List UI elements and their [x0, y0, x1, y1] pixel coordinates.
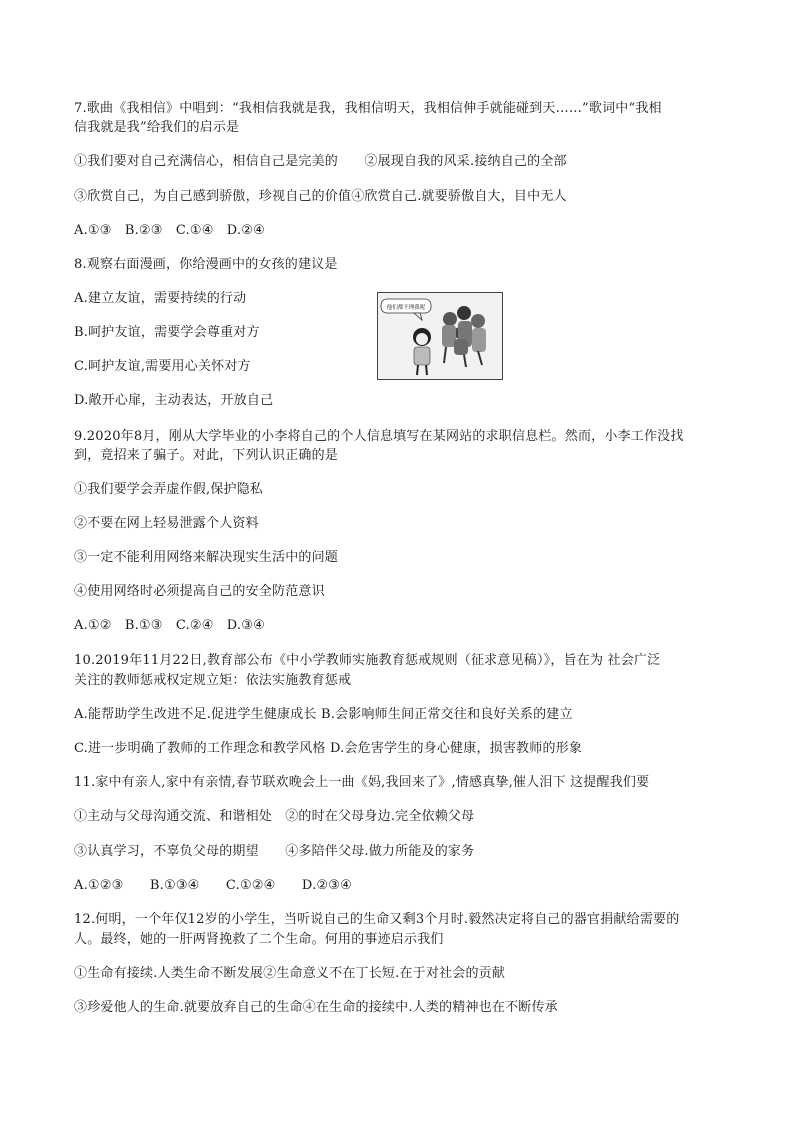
q11-answer-choices: A.①②③ B.①③④ C.①②④ D.②③④ [74, 878, 352, 893]
q10-stem-line1: 10.2019年11月22日,教育部公布《中小学教师实施教育惩戒规则（征求意见稿）》，旨在为 社会广泛 [74, 653, 661, 668]
q9-option-3: ③一定不能利用网络来解决现实生活中的问题 [74, 550, 339, 565]
q12-stem-line1: 12.何明，一个年仅12岁的小学生，当听说自己的生命又剩3个月时.毅然决定将自己的器官捐献给需要的 [74, 912, 680, 927]
q11-options-line2: ③认真学习，不辜负父母的期望 ④多陪伴父母.做力所能及的家务 [74, 844, 475, 859]
q8-stem: 8.观察右面漫画，你给漫画中的女孩的建议是 [74, 257, 338, 272]
q9-answer-choices: A.①② B.①③ C.②④ D.③④ [74, 618, 265, 633]
speech-bubble-text: 他们都不理我呢 [386, 305, 426, 311]
q12-options-line1: ①生命有接续.人类生命不断发展②生命意义不在丁长短.在于对社会的贡献 [74, 966, 506, 981]
q8-option-d: D.敞开心扉，主动表达，开放自己 [74, 393, 274, 408]
cartoon-illustration [378, 293, 502, 379]
q9-stem-line1: 9.2020年8月，刚从大学毕业的小李将自己的个人信息填写在某网站的求职信息栏。然而，小李工作没找 [74, 429, 684, 444]
q8-option-b: B.呵护友谊，需要学会尊重对方 [74, 325, 260, 340]
q9-stem-line2: 到，竟招来了骗子。对此，下列认识正确的是 [74, 448, 339, 463]
q8-option-a: A.建立友谊，需要持续的行动 [74, 291, 247, 306]
q9-option-2: ②不要在网上轻易泄露个人资料 [74, 516, 259, 531]
q10-options-line1: A.能帮助学生改进不足.促进学生健康成长 B.会影响师生间正常交往和良好关系的建立 [74, 707, 573, 722]
q8-cartoon-image [377, 292, 503, 380]
q12-options-line2: ③珍爱他人的生命.就要放弃自己的生命④在生命的接续中.人类的精神也在不断传承 [74, 1000, 558, 1015]
q11-options-line1: ①主动与父母沟通交流、和谐相处 ②的时在父母身边.完全依赖父母 [74, 809, 475, 824]
q7-options-line2: ③欣赏自己，为自己感到骄傲，珍视自己的价值④欣赏自己.就要骄傲自大，目中无人 [74, 189, 567, 204]
q11-stem: 11.家中有亲人,家中有亲情,春节联欢晚会上一曲《妈,我回来了》,情感真挚,催人泪下 这提醒我们要 [74, 775, 650, 790]
q7-answer-choices: A.①③ B.②③ C.①④ D.②④ [74, 223, 265, 238]
q7-stem-line2: 信我就是我”给我们的启示是 [74, 120, 240, 135]
q9-option-4: ④使用网络时必须提高自己的安全防范意识 [74, 584, 325, 599]
q7-options-line1: ①我们要对自己充满信心，相信自己是完美的 ②展现自我的风采.接纳自己的全部 [74, 154, 567, 169]
q9-option-1: ①我们要学会弄虚作假,保护隐私 [74, 482, 264, 497]
q7-stem-line1: 7.歌曲《我相信》中唱到：“我相信我就是我，我相信明天，我相信伸手就能碰到天……”歌词中“我相 [74, 101, 662, 116]
q10-stem-line2: 关注的教师惩戒权定规立矩：依法实施教育惩戒 [74, 673, 352, 688]
q12-stem-line2: 人。最终，她的一肝两肾挽救了二个生命。何用的事迹启示我们 [74, 932, 444, 947]
q8-option-c: C.呵护友谊,需要用心关怀对方 [74, 359, 251, 374]
q10-options-line2: C.进一步明确了教师的工作理念和教学风格 D.会危害学生的身心健康，损害教师的形象 [74, 741, 583, 756]
